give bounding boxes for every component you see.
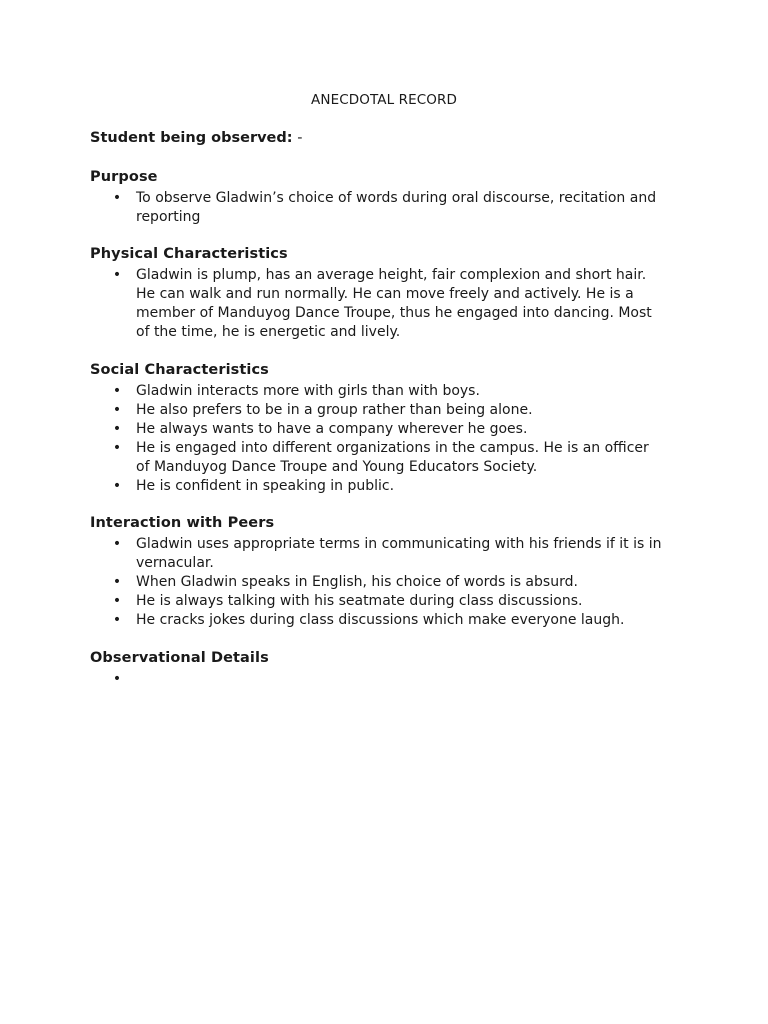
- section-purpose: [90, 168, 680, 227]
- list-item-text: He also prefers to be in a group rather than being alone.: [136, 402, 533, 418]
- bullet-icon: •: [112, 574, 122, 590]
- list-item-text: To observe Gladwin’s choice of words during oral discourse, recitation and reporting: [136, 190, 657, 225]
- list-item: [90, 266, 666, 342]
- section-heading-interaction: Interaction with Peers: [90, 515, 275, 531]
- list-item: [90, 535, 666, 573]
- bullet-icon: •: [112, 190, 122, 206]
- section-observational-details: [90, 649, 680, 687]
- section-heading-social: Social Characteristics: [90, 362, 269, 378]
- bullet-list-purpose: [90, 189, 680, 227]
- section-physical-characteristics: [90, 245, 680, 342]
- section-heading-physical: Physical Characteristics: [90, 246, 288, 262]
- section-social-characteristics: [90, 361, 680, 496]
- bullet-list-physical: [90, 266, 680, 342]
- document-title: ANECDOTAL RECORD: [311, 92, 457, 108]
- list-item-text: He cracks jokes during class discussions which make everyone laugh.: [136, 612, 625, 628]
- list-item: [90, 477, 666, 496]
- list-item-text: He is confident in speaking in public.: [136, 478, 395, 494]
- list-item: [90, 592, 666, 611]
- list-item: [90, 420, 666, 439]
- list-item: [90, 382, 666, 401]
- bullet-icon: •: [112, 593, 122, 609]
- list-item: [90, 189, 666, 227]
- section-heading-purpose: Purpose: [90, 169, 158, 185]
- list-item-text: Gladwin uses appropriate terms in communicating with his friends if it is in vernacular.: [136, 536, 662, 571]
- list-item-text: Gladwin interacts more with girls than with boys.: [136, 383, 480, 399]
- bullet-list-interaction: [90, 535, 680, 630]
- list-item-text: He is always talking with his seatmate during class discussions.: [136, 593, 583, 609]
- list-item: [90, 573, 666, 592]
- bullet-icon: •: [112, 267, 122, 283]
- bullet-icon: •: [112, 536, 122, 552]
- list-item-text: He is engaged into different organizations in the campus. He is an officer of Manduyog Dance Troupe and Young Educators Society.: [136, 440, 649, 475]
- bullet-icon: •: [112, 421, 122, 437]
- bullet-icon: •: [112, 402, 122, 418]
- bullet-icon: •: [112, 478, 122, 494]
- bullet-icon: •: [112, 383, 122, 399]
- bullet-icon: •: [112, 440, 122, 456]
- section-heading-observational: Observational Details: [90, 650, 269, 666]
- list-item-text: When Gladwin speaks in English, his choice of words is absurd.: [136, 574, 578, 590]
- section-interaction-with-peers: [90, 514, 680, 630]
- bullet-icon: •: [112, 671, 122, 687]
- list-item: [90, 439, 666, 477]
- student-observed-line: [90, 129, 302, 148]
- list-item-text: He always wants to have a company wherever he goes.: [136, 421, 528, 437]
- list-item-text: Gladwin is plump, has an average height, fair complexion and short hair. He can walk and run normally. He can move freely and actively. He is a member of Manduyog Dance Troupe, thus he engaged into dancing. Most of the time, he is energetic and lively.: [136, 267, 652, 340]
- student-observed-value: -: [297, 130, 303, 146]
- list-item: [90, 611, 666, 630]
- bullet-list-social: [90, 382, 680, 496]
- list-item: [90, 401, 666, 420]
- student-observed-label: Student being observed:: [90, 130, 293, 146]
- bullet-icon: •: [112, 612, 122, 628]
